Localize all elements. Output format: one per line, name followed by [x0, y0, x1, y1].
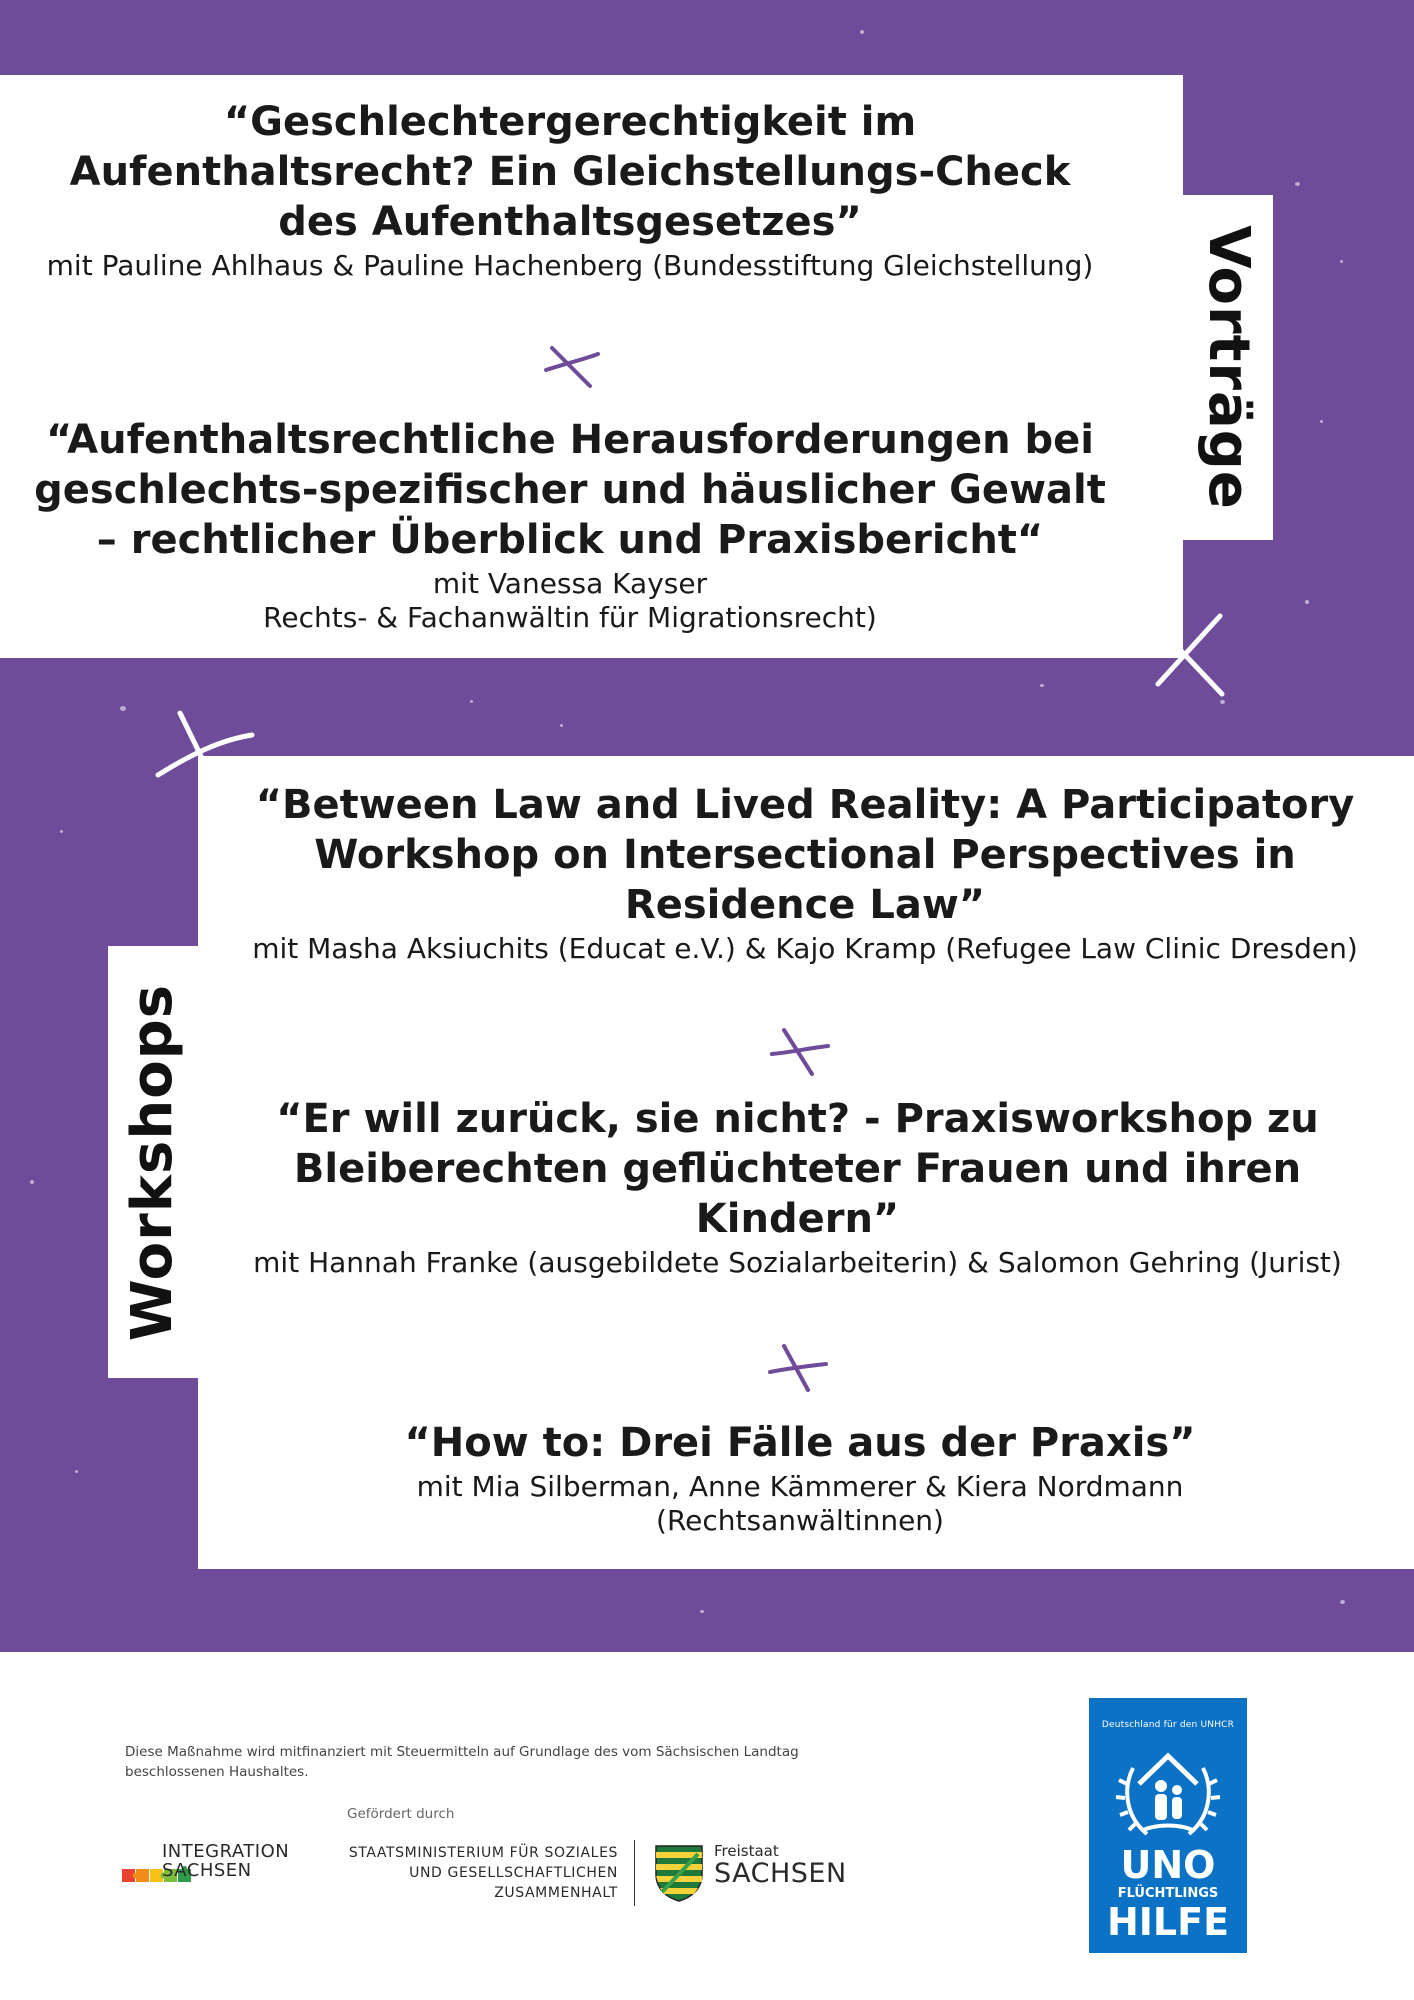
- ministry-line1: STAATSMINISTERIUM FÜR SOZIALES: [348, 1845, 618, 1861]
- talk-title: “Aufenthaltsrechtliche Herausforderungen bei geschlechts-spezifischer und häuslicher Gewalt – rechtlicher Überblick und Praxisbericht“: [34, 417, 1106, 563]
- coat-of-arms-icon: [654, 1844, 704, 1902]
- funding-note: Diese Maßnahme wird mitfinanziert mit Steuermitteln auf Grundlage des vom Sächsischen Landtag beschlossenen Haushaltes.: [125, 1744, 799, 1780]
- workshop-title: “Er will zurück, sie nicht? - Praxisworkshop zu Bleiberechten geflüchteter Frauen und ihren Kindern”: [276, 1096, 1319, 1242]
- separator-cross-icon: [768, 1340, 828, 1396]
- supported-by-label: Gefördert durch: [347, 1806, 455, 1822]
- ministry-line3: ZUSAMMENHALT: [494, 1885, 618, 1901]
- unhcr-emblem-icon: [1113, 1738, 1223, 1843]
- freistaat-label: Freistaat: [714, 1842, 779, 1860]
- vortraege-tab: [1183, 195, 1273, 540]
- integration-logo-line2: SACHSEN: [162, 1860, 252, 1881]
- workshop-speakers: mit Hannah Franke (ausgebildete Sozialarbeiterin) & Salomon Gehring (Jurist): [253, 1246, 1342, 1279]
- sachsen-label: SACHSEN: [714, 1858, 847, 1889]
- talk-title: “Geschlechtergerechtigkeit im Aufenthaltsrecht? Ein Gleichstellungs-Check des Aufenthaltsgesetzes”: [69, 99, 1071, 245]
- workshops-heading: Workshops: [120, 983, 186, 1341]
- integration-logo-line1: INTEGRATION: [162, 1841, 290, 1862]
- workshop-item: [235, 1094, 1360, 1280]
- separator-cross-icon: [770, 1024, 830, 1080]
- talk-speakers: [30, 567, 1110, 635]
- freistaat-sachsen-logo: [654, 1842, 874, 1902]
- workshops-tab: [108, 946, 198, 1378]
- talk-speaker-name: mit Vanessa Kayser: [432, 567, 708, 600]
- ministry-name: [338, 1843, 618, 1903]
- uno-logo-line2: FLÜCHTLINGS: [1117, 1886, 1219, 1901]
- separator-cross-icon: [542, 338, 602, 394]
- uno-logo-line1: UNO: [1120, 1843, 1216, 1887]
- integration-sachsen-logo: [122, 1842, 302, 1892]
- workshop-title: “How to: Drei Fälle aus der Praxis”: [404, 1420, 1196, 1466]
- workshop-item: [215, 780, 1395, 966]
- uno-logo-tagline: Deutschland für den UNHCR: [1101, 1720, 1235, 1730]
- workshop-speakers: mit Masha Aksiuchits (Educat e.V.) & Kajo Kramp (Refugee Law Clinic Dresden): [252, 932, 1358, 965]
- ministry-line2: UND GESELLSCHAFTLICHEN: [409, 1865, 618, 1881]
- vortraege-heading: Vorträge: [1195, 225, 1261, 510]
- talk-speakers: mit Pauline Ahlhaus & Pauline Hachenberg (Bundesstiftung Gleichstellung): [46, 249, 1094, 282]
- footer-divider: [634, 1840, 635, 1906]
- uno-logo-line3: HILFE: [1106, 1900, 1230, 1944]
- talk-item: [40, 97, 1100, 283]
- uno-fluechtlingshilfe-logo: [1089, 1698, 1247, 1953]
- workshop-title: “Between Law and Lived Reality: A Participatory Workshop on Intersectional Perspectives in Residence Law”: [255, 782, 1355, 928]
- talk-item: [30, 415, 1110, 635]
- workshop-speakers: mit Mia Silberman, Anne Kämmerer & Kiera Nordmann (Rechtsanwältinnen): [416, 1470, 1184, 1537]
- workshop-item: [300, 1418, 1300, 1538]
- talk-speaker-role: Rechts- & Fachanwältin für Migrationsrecht): [263, 601, 877, 634]
